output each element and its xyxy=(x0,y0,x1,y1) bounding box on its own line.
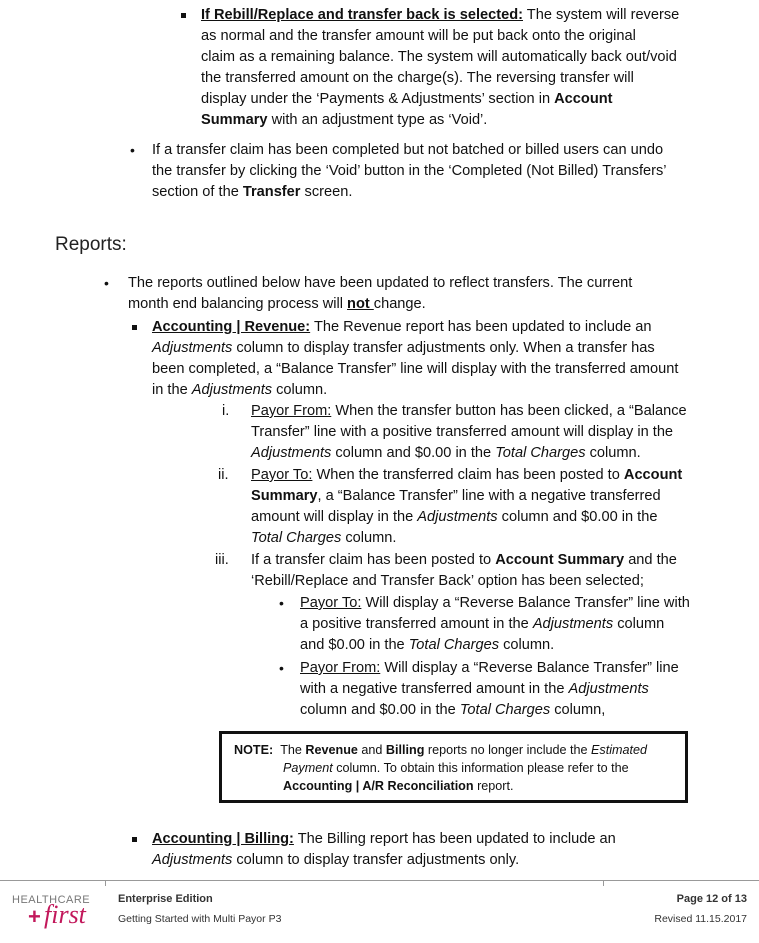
reverse-payor-to-line3: and $0.00 in the Total Charges column. xyxy=(300,637,555,653)
void-item-line3: section of the Transfer screen. xyxy=(152,184,353,200)
footer-divider xyxy=(0,880,759,881)
payor-to-line3: amount will display in the Adjustments column and $0.00 in the xyxy=(251,509,658,525)
void-item-line1: If a transfer claim has been completed but not batched or billed users can undo xyxy=(152,142,664,158)
bullet-icon: • xyxy=(279,660,284,676)
note-line2: Payment column. To obtain this information please refer to the xyxy=(283,761,629,775)
payor-from-line2: Transfer” line with a positive transferred amount will display in the xyxy=(251,424,674,440)
rebill-item-line5: display under the ‘Payments & Adjustments’ section in Account xyxy=(201,91,613,107)
reverse-payor-from-line2: with a negative transferred amount in the Adjustments xyxy=(300,681,649,697)
payor-to-line2: Summary, a “Balance Transfer” line with a negative transferred xyxy=(251,488,661,504)
rebill-item-line1: If Rebill/Replace and transfer back is selected: The system will reverse xyxy=(201,7,680,23)
payor-from-line1: Payor From: When the transfer button has been clicked, a “Balance xyxy=(251,403,687,419)
reverse-payor-from-line3: column and $0.00 in the Total Charges column, xyxy=(300,702,606,718)
footer-doc-title: Getting Started with Multi Payor P3 xyxy=(118,913,282,925)
billing-line1: Accounting | Billing: The Billing report has been updated to include an xyxy=(152,831,616,847)
note-line3: Accounting | A/R Reconciliation report. xyxy=(283,779,514,793)
footer-page-number: Page 12 of 13 xyxy=(676,893,747,905)
note-box xyxy=(219,731,688,803)
reports-intro-line1: The reports outlined below have been updated to reflect transfers. The current xyxy=(128,275,633,291)
footer-tick xyxy=(105,880,106,886)
revenue-line4: in the Adjustments column. xyxy=(152,382,328,398)
revenue-line2: Adjustments column to display transfer adjustments only. When a transfer has xyxy=(152,340,655,356)
bullet-icon: • xyxy=(130,142,135,158)
payor-from-line3: Adjustments column and $0.00 in the Total Charges column. xyxy=(251,445,641,461)
footer-edition: Enterprise Edition xyxy=(118,893,213,905)
void-item-line2: the transfer by clicking the ‘Void’ button in the ‘Completed (Not Billed) Transfers’ xyxy=(152,163,667,179)
rebill-label: If Rebill/Replace and transfer back is selected: xyxy=(201,7,523,23)
bullet-icon: • xyxy=(279,595,284,611)
rebill-item-line4: the transferred amount on the charge(s). The reversing transfer will xyxy=(201,70,634,86)
reverse-payor-to-line2: a positive transferred amount in the Adjustments column xyxy=(300,616,665,632)
bullet-icon: • xyxy=(104,275,109,291)
note-label: NOTE: xyxy=(234,743,274,757)
revenue-label: Accounting | Revenue: xyxy=(152,319,311,335)
rebill-transfer-line1: If a transfer claim has been posted to Account Summary and the xyxy=(251,552,677,568)
reports-intro-line2: month end balancing process will not change. xyxy=(128,296,426,312)
reverse-payor-to-line1: Payor To: Will display a “Reverse Balance Transfer” line with xyxy=(300,595,690,611)
payor-to-line4: Total Charges column. xyxy=(251,530,397,546)
footer-revised-date: Revised 11.15.2017 xyxy=(654,913,747,925)
payor-to-line1: Payor To: When the transferred claim has been posted to Account xyxy=(251,467,683,483)
reverse-payor-from-line1: Payor From: Will display a “Reverse Balance Transfer” line xyxy=(300,660,679,676)
billing-line2: Adjustments column to display transfer adjustments only. xyxy=(152,852,520,868)
reports-heading: Reports: xyxy=(55,234,127,255)
revenue-line1: Accounting | Revenue: The Revenue report has been updated to include an xyxy=(152,319,652,335)
roman-numeral-ii: ii. xyxy=(218,467,229,483)
note-line1: NOTE: The Revenue and Billing reports no longer include the Estimated xyxy=(234,743,648,757)
roman-numeral-iii: iii. xyxy=(215,552,229,568)
roman-numeral-i: i. xyxy=(222,403,230,419)
footer-tick xyxy=(603,880,604,886)
rebill-item-line2: as normal and the transfer amount will be put back onto the original xyxy=(201,28,636,44)
square-bullet-icon xyxy=(181,13,186,18)
revenue-line3: been completed, a “Balance Transfer” line will display with the transferred amount xyxy=(152,361,679,377)
square-bullet-icon xyxy=(132,325,137,330)
rebill-item-line3: claim as a remaining balance. The system will automatically back out/void xyxy=(201,49,677,65)
rebill-item-line6: Summary with an adjustment type as ‘Void’. xyxy=(201,112,488,128)
rebill-transfer-line2: ‘Rebill/Replace and Transfer Back’ option has been selected; xyxy=(251,573,644,589)
square-bullet-icon xyxy=(132,837,137,842)
billing-label: Accounting | Billing: xyxy=(152,831,294,847)
